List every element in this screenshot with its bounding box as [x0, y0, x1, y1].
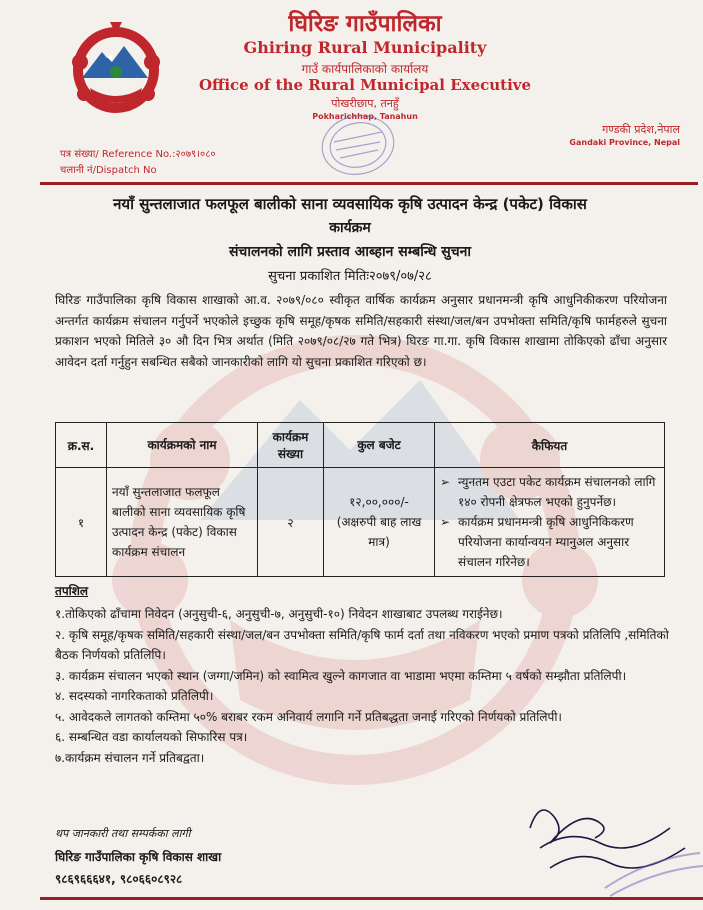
- address-en: Pokharichhap, Tanahun: [312, 112, 418, 121]
- header-divider: [40, 182, 698, 185]
- header-program-count: कार्यक्रम संख्या: [258, 423, 324, 468]
- signature-icon: [510, 788, 703, 898]
- dispatch-number: चलानी नं/Dispatch No: [60, 165, 157, 176]
- header-remarks: कैफियत: [435, 423, 665, 468]
- office-name-en: Office of the Rural Municipal Executive: [198, 76, 532, 94]
- municipality-title-en: Ghiring Rural Municipality: [243, 38, 487, 57]
- province-np: गण्डकी प्रदेश,नेपाल: [602, 123, 680, 136]
- published-date: सुचना प्रकाशित मितिः२०७९/०७/२८: [268, 269, 432, 284]
- list-item: १.तोकिएको ढाँचामा निवेदन (अनुसुची-६, अनुसुची-७, अनुसुची-१०) निवेदन शाखाबाट उपलब्ध गराईनेछ।: [55, 607, 503, 621]
- municipality-title-np: घिरिङ गाउँपालिका: [288, 11, 442, 37]
- office-name-np: गाउँ कार्यपालिकाको कार्यालय: [301, 62, 429, 76]
- notice-title-line1: नयाँ सुन्तलाजात फलफूल बालीको साना व्यवसायिक कृषि उत्पादन केन्द्र (पकेट) विकास: [113, 195, 587, 213]
- remark-text-1: न्युनतम एउटा पकेट कार्यक्रम संचालनको लागि १४० रोपनी क्षेत्रफल भएको हुनुपर्नेछ।: [458, 475, 656, 509]
- arrow-bullet-icon: ➢: [440, 515, 451, 529]
- footer-divider: [40, 897, 703, 900]
- cell-sn: १: [56, 468, 107, 577]
- list-item: ३. कार्यक्रम संचालन भएको स्थान (जग्गा/जमिन) को स्वामित्व खुल्ने कागजात वा भाडामा भएमा कम्तिमा ५ वर्षको सम्झौता प्रतिलिपी।: [55, 668, 627, 683]
- table-header-row: [56, 423, 665, 468]
- office-stamp-icon: [318, 112, 398, 178]
- cell-remarks: [435, 468, 665, 577]
- cell-total-budget: १२,००,०००/- (अक्षरुपी बाह लाख मात्र): [324, 468, 435, 577]
- cell-program-name: नयाँ सुन्तलाजात फलफूल बालीको साना व्यवसायिक कृषि उत्पादन केन्द्र (पकेट) विकास कार्यक्रम संचालन: [107, 468, 258, 577]
- contact-phones: ९८६९६६६४१, ९८०६६०८९२८: [55, 872, 183, 886]
- list-item: ५. आवेदकले लागतको कम्तिमा ५०% बराबर रकम अनिवार्य लगानि गर्ने प्रतिबद्धता जनाई गरिएको निर्णयको प्रतिलिपी।: [55, 709, 562, 724]
- list-item: २. कृषि समूह/कृषक समिति/सहकारी संस्था/जल/बन उपभोक्ता समिति/कृषि फार्म दर्ता तथा नविकरण भएको प्रमाण पत्रको प्रतिलिपि ,समितिको बैठक निर्णयको प्रतिलिपि।: [55, 627, 669, 662]
- details-heading: तपशिल: [55, 584, 89, 598]
- arrow-bullet-icon: ➢: [440, 475, 451, 489]
- list-item: ७.कार्यक्रम संचालन गर्ने प्रतिबद्वता।: [55, 750, 205, 765]
- branch-name: घिरिङ गाउँपालिका कृषि विकास शाखा: [55, 850, 222, 864]
- header-sn: क्र.स.: [56, 423, 107, 468]
- header-program-name: कार्यक्रमको नाम: [107, 423, 258, 468]
- details-list: [55, 604, 675, 768]
- municipality-logo-icon: [60, 18, 172, 118]
- notice-body: घिरिङ गाउँपालिका कृषि विकास शाखाको आ.व. २०७९/०८० स्वीकृत वार्षिक कार्यक्रम अनुसार प्रधानमन्त्री कृषि आधुनिकीकरण परियोजना अन्तर्गत कार्यक्रम संचालन गर्नुपर्ने भएकोले इच्छुक कृषि समूह/कृषक समिति/सहकारी संस्था/जल/बन उपभोक्ता समिति/कृषि फार्महरुले सुचना प्रकाशन भएको मितिले ३० औ दिन भित्र अर्थात (मिति २०७९/०८/२७ गते भित्र) घिरङ गा.गा. कृषि विकास शाखामा तोकिएको ढाँचा अनुसार आवेदन दर्ता गर्नुहुन सबन्धित सबैको जानकारीको लागि यो सुचना प्रकाशित गरिएको छ।: [55, 293, 667, 369]
- cell-program-count: २: [258, 468, 324, 577]
- remark-item: [440, 472, 659, 512]
- program-table: [55, 422, 665, 577]
- notice-title-line2: कार्यक्रम: [329, 220, 371, 236]
- list-item: ४. सदस्यको नागरिकताको प्रतिलिपी।: [55, 689, 214, 703]
- table-row: [56, 468, 665, 577]
- remark-text-2: कार्यक्रम प्रधानमन्त्री कृषि आधुनिकिकरण परियोजना कार्यान्वयन म्यानुअल अनुसार संचालन गरिनेछ।: [458, 515, 634, 569]
- header-total-budget: कुल बजेट: [324, 423, 435, 468]
- address-np: पोखरीछाप, तनहुँ: [331, 97, 399, 110]
- contact-label: थप जानकारी तथा सम्पर्कका लागी: [55, 827, 191, 840]
- notice-title-line3: संचालनको लागि प्रस्ताव आब्हान सम्बन्धि सुचना: [228, 244, 472, 260]
- province-en: Gandaki Province, Nepal: [569, 138, 680, 147]
- reference-number: पत्र संख्या/ Reference No.:२०७९।०८०: [60, 149, 216, 160]
- remark-item: [440, 512, 659, 572]
- list-item: ६. सम्बन्धित वडा कार्यालयको सिफारिस पत्र।: [55, 730, 248, 744]
